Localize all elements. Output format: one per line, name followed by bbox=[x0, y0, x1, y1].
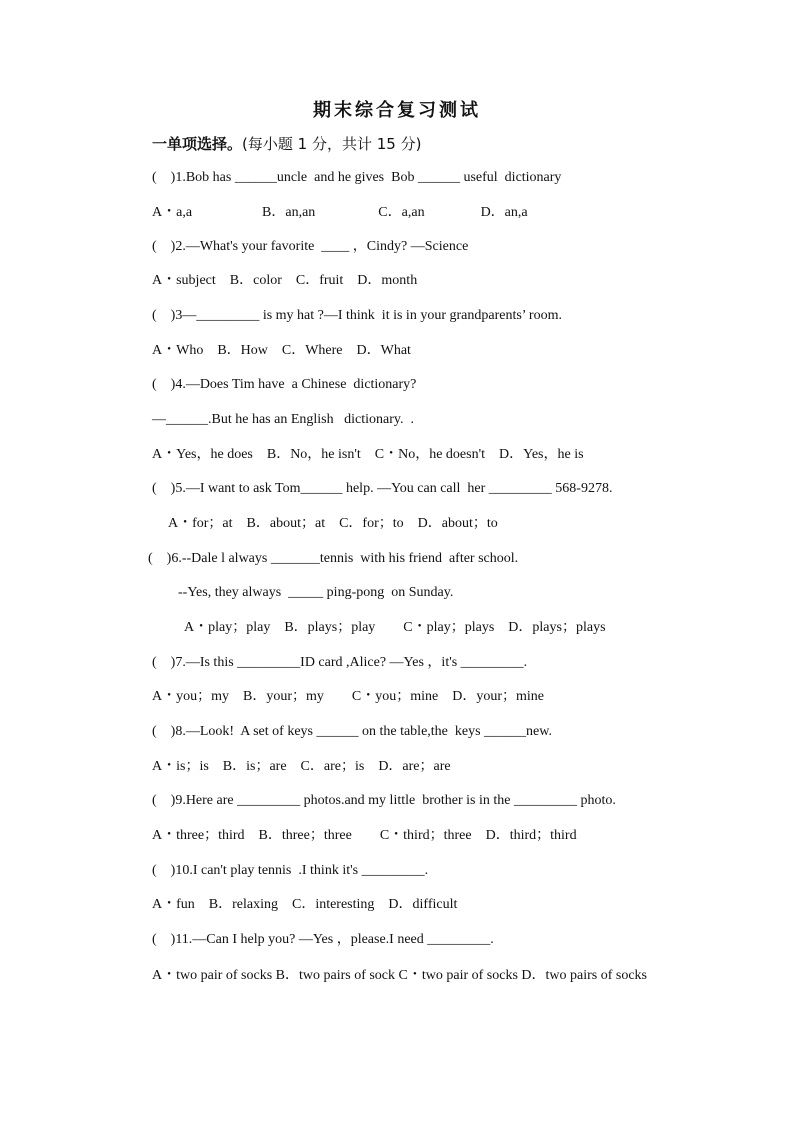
options-2: A・subject B．color C．fruit D．month bbox=[152, 273, 418, 288]
question-5: ( )5.—I want to ask Tom______ help. —You can call her _________ 568-9278. bbox=[152, 481, 613, 496]
options-6: A・play；play B．plays；play C・play；plays D．plays；plays bbox=[184, 620, 606, 635]
options-9: A・three；third B．three；three C・third；three D．third；third bbox=[152, 828, 577, 843]
section-points: (每小题 1 分，共计 15 分) bbox=[242, 135, 422, 153]
options-4: A・Yes，he does B．No，he isn't C・No，he doesn't D．Yes，he is bbox=[152, 447, 584, 462]
options-8: A・is；is B．is；are C．are；is D．are；are bbox=[152, 759, 451, 774]
question-7: ( )7.—Is this _________ID card ,Alice? —Yes ，it's _________. bbox=[152, 655, 528, 670]
options-7: A・you；my B．your；my C・you；mine D．your；mine bbox=[152, 689, 544, 704]
options-11 bbox=[120, 965, 680, 986]
options-5: A・for；at B．about；at C．for；to D．about；to bbox=[168, 516, 498, 531]
question-3: ( )3—_________ is my hat ?—I think it is in your grandparents’ room. bbox=[152, 308, 562, 323]
question-2: ( )2.—What's your favorite ____ ，Cindy? —Science bbox=[152, 239, 469, 254]
question-4-continued: —______.But he has an English dictionary. . bbox=[152, 412, 414, 427]
question-6-continued: --Yes, they always _____ ping-pong on Sunday. bbox=[178, 585, 454, 600]
question-11: ( )11.—Can I help you? —Yes ，please.I need _________. bbox=[152, 932, 494, 947]
question-4: ( )4.—Does Tim have a Chinese dictionary? bbox=[152, 377, 417, 392]
question-9: ( )9.Here are _________ photos.and my little brother is in the _________ photo. bbox=[152, 793, 616, 808]
section-label: 一单项选择。 bbox=[152, 135, 243, 153]
question-6: ( )6.--Dale l always _______tennis with his friend after school. bbox=[148, 551, 519, 566]
question-8: ( )8.—Look! A set of keys ______ on the table,the keys ______new. bbox=[152, 724, 552, 739]
section-heading bbox=[152, 133, 421, 154]
question-1: ( )1.Bob has ______uncle and he gives Bob ______ useful dictionary bbox=[152, 170, 562, 185]
options-3: A・Who B．How C．Where D．What bbox=[152, 343, 411, 358]
options-1: A・a,a B．an,an C．a,an D．an,a bbox=[152, 205, 528, 220]
page-title: 期末综合复习测试 bbox=[313, 100, 481, 121]
options-11-text: A・two pair of socks B．two pairs of sock C・two pair of socks D．two pairs of socks bbox=[152, 968, 647, 983]
options-10: A・fun B．relaxing C．interesting D．difficult bbox=[152, 897, 458, 912]
question-10: ( )10.I can't play tennis .I think it's _________. bbox=[152, 863, 429, 878]
